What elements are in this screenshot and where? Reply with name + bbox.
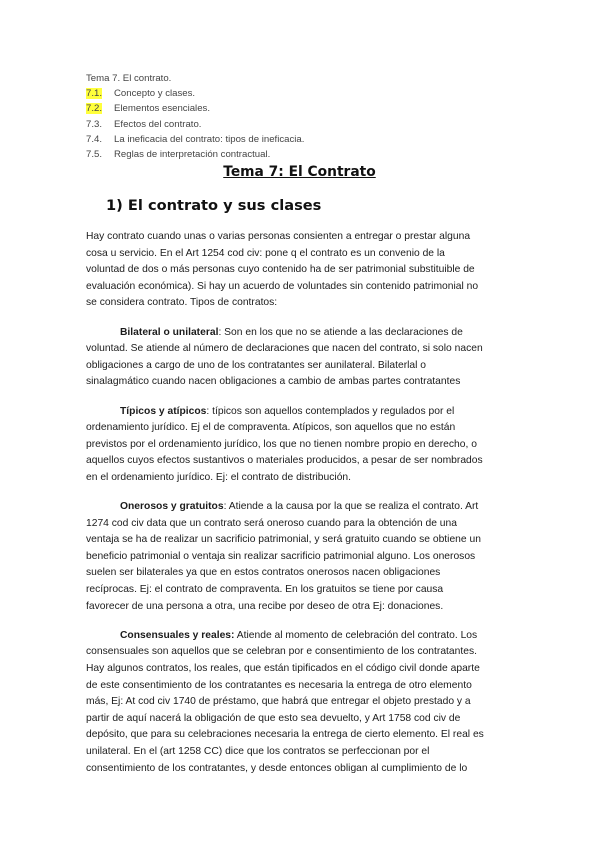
toc-item — [86, 101, 304, 116]
paragraph-line: cosa u servicio. En el Art 1254 cod civ: pone q el contrato es un convenio de la — [86, 247, 445, 259]
toc-item — [86, 132, 304, 147]
paragraph-bilateral — [86, 325, 516, 391]
paragraph-line — [86, 325, 516, 342]
toc-item — [86, 117, 304, 132]
toc-item-text: La ineficacia del contrato: tipos de ineficacia. — [114, 133, 305, 145]
paragraph-line: favorecer de una persona a otra, una recibe por deseo de otra Ej: donaciones. — [86, 600, 444, 612]
paragraph-line: ventaja se ha de realizar un sacrificio patrimonial, y será gratuito cuando se obtiene un — [86, 534, 481, 546]
paragraph-line: más, Ej: At cod civ 1740 de préstamo, que habrá que entregar el objeto prestado y a — [86, 696, 471, 708]
table-of-contents — [86, 71, 304, 162]
paragraph-line: consensuales son aquellos que se celebran por e consentimiento de los contratantes. — [86, 646, 477, 658]
toc-item-text: Elementos esenciales. — [114, 103, 210, 115]
paragraph-line: unilateral. En el (art 1258 CC) dice que los contratos se perfeccionan por el — [86, 746, 430, 757]
paragraph-line: ordenamiento jurídico. Ej el de compraventa. Atípicos, son aquellos que no están — [86, 422, 456, 434]
term-heading: Bilateral o unilateral — [120, 326, 219, 338]
paragraph-line: Hay algunos contratos, los reales, que están tipificados en el código civil donde aparte — [86, 663, 480, 675]
toc-item-text: Concepto y clases. — [114, 88, 196, 100]
paragraph-line: voluntad de dos o más personas cuyo contenido ha de ser patrimonial substituible de — [86, 264, 475, 276]
section-heading: 1) El contrato y sus clases — [106, 197, 322, 214]
paragraph-text: : Atiende a la causa por la que se realiza el contrato. Art — [223, 501, 479, 513]
toc-item-number: 7.4. — [86, 133, 103, 145]
paragraph-consensuales — [86, 628, 516, 777]
paragraph-line: voluntad. Se atiende al número de declaraciones que nacen del contrato, si solo nacen — [86, 343, 483, 355]
paragraph-line: en el ordenamiento jurídico. Ej: el contrato de distribución. — [86, 471, 352, 483]
paragraph-tipicos — [86, 404, 516, 487]
document-body — [86, 229, 516, 777]
toc-item-number: 7.3. — [86, 118, 103, 130]
paragraph-line: recíprocas. Ej: el contrato de compraventa. En los gratuitos se tiene por causa — [86, 584, 444, 596]
toc-item-number: 7.2. — [86, 103, 103, 115]
toc-title: Tema 7. El contrato. — [86, 73, 172, 84]
paragraph-line: se considera contrato. Tipos de contratos: — [86, 297, 278, 309]
paragraph-text: Atiende al momento de celebración del contrato. Los — [234, 629, 478, 641]
toc-item-number: 7.1. — [86, 88, 103, 100]
paragraph-intro — [86, 229, 516, 312]
paragraph-line: beneficio patrimonial o ventaja sin realizar sacrificio patrimonial alguno. Los onerosos — [86, 550, 476, 562]
toc-item-number: 7.5. — [86, 149, 103, 161]
paragraph-line: 1274 cod civ data que un contrato será oneroso cuando para la obtención de una — [86, 517, 457, 529]
toc-item-text: Reglas de interpretación contractual. — [114, 149, 271, 161]
term-heading: Consensuales y reales: — [120, 629, 235, 641]
paragraph-line — [86, 628, 516, 645]
term-heading: Típicos y atípicos — [120, 405, 207, 417]
paragraph-text: : típicos son aquellos contemplados y regulados por el — [206, 405, 455, 417]
paragraph-line: de este consentimiento de los contratantes es necesaria la entrega de otro elemento — [86, 679, 472, 691]
paragraph-line: sinalagmático cuando nacen obligaciones a cambio de ambas partes contratantes — [86, 376, 461, 388]
paragraph-line: evaluación económica). Si hay un acuerdo de voluntades sin contenido patrimonial no — [86, 280, 479, 292]
toc-item — [86, 86, 304, 101]
paragraph-line: consentimiento de los contratantes, y desde entonces obligan al cumplimiento de lo — [86, 762, 468, 774]
paragraph-line: depósito, que para su celebraciones necesaria la entrega de cierto elemento. El real es — [86, 729, 484, 741]
document-title: Tema 7: El Contrato — [223, 164, 376, 180]
paragraph-line: Hay contrato cuando unas o varias personas consienten a entregar o prestar alguna — [86, 231, 471, 242]
paragraph-line: previstos por el ordenamiento jurídico, los que no tienen nombre propio en derecho, o — [86, 438, 477, 450]
paragraph-line — [86, 404, 516, 421]
paragraph-text: : Son en los que no se atiende a las declaraciones de — [218, 326, 463, 338]
paragraph-line: aquellos cuyos efectos sustantivos o materiales producidos, a pesar de ser nombrados — [86, 455, 483, 467]
paragraph-line — [86, 499, 516, 516]
toc-item-text: Efectos del contrato. — [114, 118, 202, 130]
term-heading: Onerosos y gratuitos — [120, 501, 224, 513]
paragraph-onerosos — [86, 499, 516, 615]
paragraph-line: obligaciones a cargo de uno de los contratantes ser aunilateral. Bilaterlal o — [86, 359, 427, 371]
paragraph-line: suelen ser bilaterales ya que en estos contratos onerosos nacen obligaciones — [86, 567, 441, 579]
toc-item — [86, 147, 304, 162]
paragraph-line: partir de aquí nacerá la obligación de que esto sea devuelto, y Art 1758 cod civ de — [86, 712, 461, 724]
